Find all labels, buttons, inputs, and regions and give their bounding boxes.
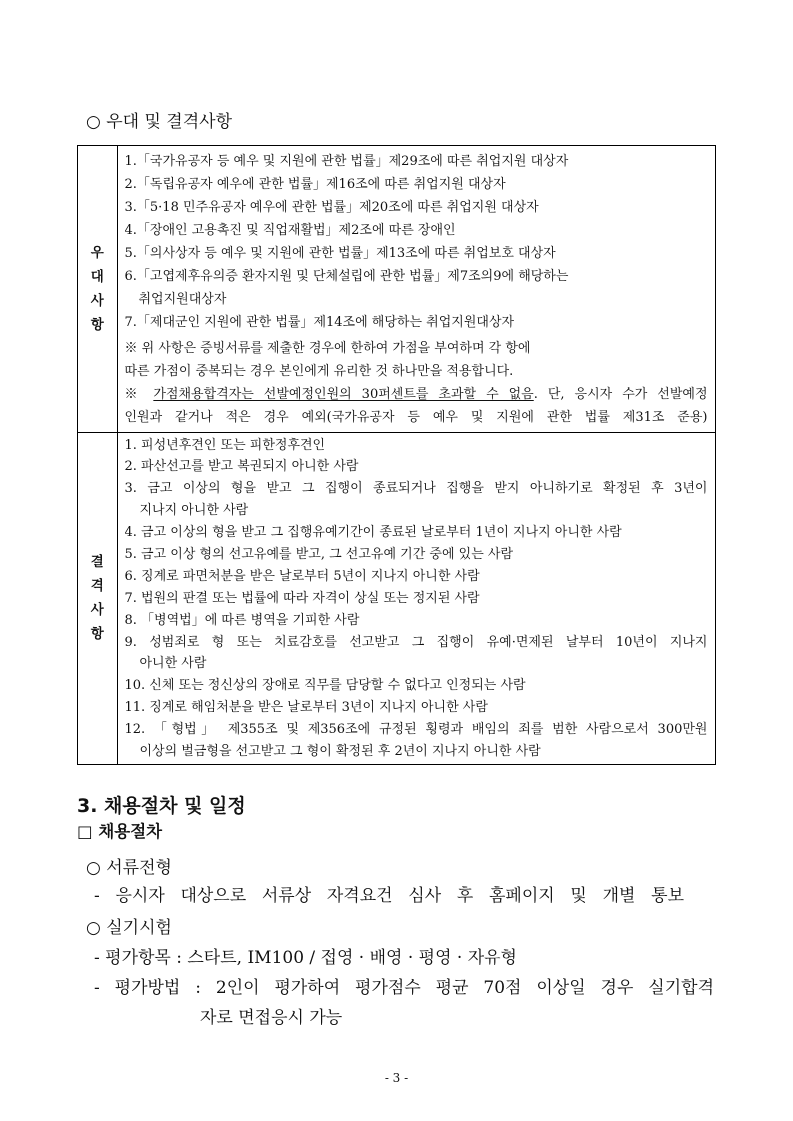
list-item: 2. 파산선고를 받고 복권되지 아니한 사람 <box>124 459 359 475</box>
preference-notes <box>125 337 708 429</box>
note-line: ※ 위 사항은 증빙서류를 제출한 경우에 한하여 가점을 부여하며 각 항에 <box>124 341 531 356</box>
disqualification-row <box>78 432 715 765</box>
document-screening-title: ○ 서류전형 <box>86 858 172 878</box>
list-item-continuation: 이상의 벌금형을 선고받고 그 형이 확정된 후 2년이 지나지 아니한 사람 <box>139 743 541 759</box>
procedure-heading: 3. 채용절차 및 일정 <box>77 795 246 817</box>
preference-list <box>118 146 716 432</box>
page-number: - 3 - <box>384 1071 409 1085</box>
practical-test-items: - 평가항목 : 스타트, IM100 / 접영 · 배영 · 평영 · 자유형 <box>94 948 517 968</box>
document-screening-detail: - 응시자 대상으로 서류상 자격요건 심사 후 홈페이지 및 개별 통보 <box>94 886 684 906</box>
list-item: 5.「의사상자 등 예우 및 지원에 관한 법률」제13조에 따른 취업보호 대상자 <box>124 246 556 261</box>
list-item: 6.「고엽제후유의증 환자지원 및 단체설립에 관한 법률」제7조의9에 해당하는 <box>124 269 569 284</box>
list-item: 4.「장애인 고용촉진 및 직업재활법」제2조에 따른 장애인 <box>124 223 456 238</box>
section-title: ○ 우대 및 결격사항 <box>86 112 232 132</box>
procedure-subheading: □ 채용절차 <box>77 822 163 841</box>
label-char: 사 <box>90 602 104 619</box>
eligibility-table <box>77 145 716 765</box>
list-item: 11. 징계로 해임처분을 받은 날로부터 3년이 지나지 아니한 사람 <box>124 700 488 716</box>
label-char: 항 <box>90 626 104 643</box>
list-item: 5. 금고 이상 형의 선고유예를 받고, 그 선고유예 기간 중에 있는 사람 <box>124 546 513 562</box>
note-line: 따른 가점이 중복되는 경우 본인에게 유리한 것 하나만을 적용합니다. <box>124 364 514 379</box>
list-item: 4. 금고 이상의 형을 받고 그 집행유예기간이 종료된 날로부터 1년이 지나지 아니한 사람 <box>124 525 622 541</box>
preference-label <box>78 146 118 432</box>
quota-note-line <box>125 383 708 406</box>
preference-row <box>78 146 715 432</box>
label-char: 사 <box>90 292 104 309</box>
list-item: 7.「제대군인 지원에 관한 법률」제14조에 해당하는 취업지원대상자 <box>124 315 515 330</box>
label-char: 항 <box>90 316 104 333</box>
underlined-quota-rule: 가점채용합격자는 선발예정인원의 30퍼센트를 초과할 수 없음 <box>153 387 534 402</box>
list-item-continuation: 취업지원대상자 <box>138 292 227 307</box>
list-item: 6. 징계로 파면처분을 받은 날로부터 5년이 지나지 아니한 사람 <box>124 568 480 584</box>
list-item-continuation: 지나지 아니한 사람 <box>139 503 249 519</box>
practical-test-method-continuation: 자로 면접응시 가능 <box>200 1008 343 1028</box>
list-item: 3. 금고 이상의 형을 받고 그 집행이 종료되거나 집행을 받지 아니하기로 확정된 후 3년이 <box>124 481 708 497</box>
list-item-continuation: 아니한 사람 <box>139 656 207 672</box>
list-item: 10. 신체 또는 정신상의 장애로 직무를 담당할 수 없다고 인정되는 사람 <box>124 678 526 694</box>
list-item: 7. 법원의 판결 또는 법률에 따라 자격이 상실 또는 정지된 사람 <box>124 590 480 606</box>
disqualification-label <box>78 433 118 765</box>
list-item: 8. 「병역법」에 따른 병역을 기피한 사람 <box>124 612 360 628</box>
label-char: 결 <box>90 554 104 571</box>
list-item: 1. 피성년후견인 또는 피한정후견인 <box>124 437 326 453</box>
list-item: 3.「5·18 민주유공자 예우에 관한 법률」제20조에 따른 취업지원 대상자 <box>124 200 539 215</box>
label-char: 대 <box>90 268 104 285</box>
label-char: 격 <box>90 578 104 595</box>
list-item: 1.「국가유공자 등 예우 및 지원에 관한 법률」제29조에 따른 취업지원 대상자 <box>124 154 569 169</box>
label-char: 우 <box>90 244 104 261</box>
disqualification-list <box>118 433 716 765</box>
list-item: 12. 「형법」 제355조 및 제356조에 규정된 횡령과 배임의 죄를 범한 사람으로서 300만원 <box>124 722 708 738</box>
list-item: 2.「독립유공자 예우에 관한 법률」제16조에 따른 취업지원 대상자 <box>124 177 506 192</box>
quota-note-rest: . 단, 응시자 수가 선발예정 <box>533 387 708 402</box>
list-item: 9. 성범죄로 형 또는 치료감호를 선고받고 그 집행이 유예·면제된 날부터 10년이 지나지 <box>124 634 708 650</box>
practical-test-method: - 평가방법 : 2인이 평가하여 평가점수 평균 70점 이상일 경우 실기합격 <box>94 978 714 998</box>
practical-test-title: ○ 실기시험 <box>86 918 172 938</box>
note-mark: ※ <box>124 387 154 402</box>
quota-note-continuation: 인원과 같거나 적은 경우 예외(국가유공자 등 예우 및 지원에 관한 법률 제31조 준용) <box>124 410 708 425</box>
